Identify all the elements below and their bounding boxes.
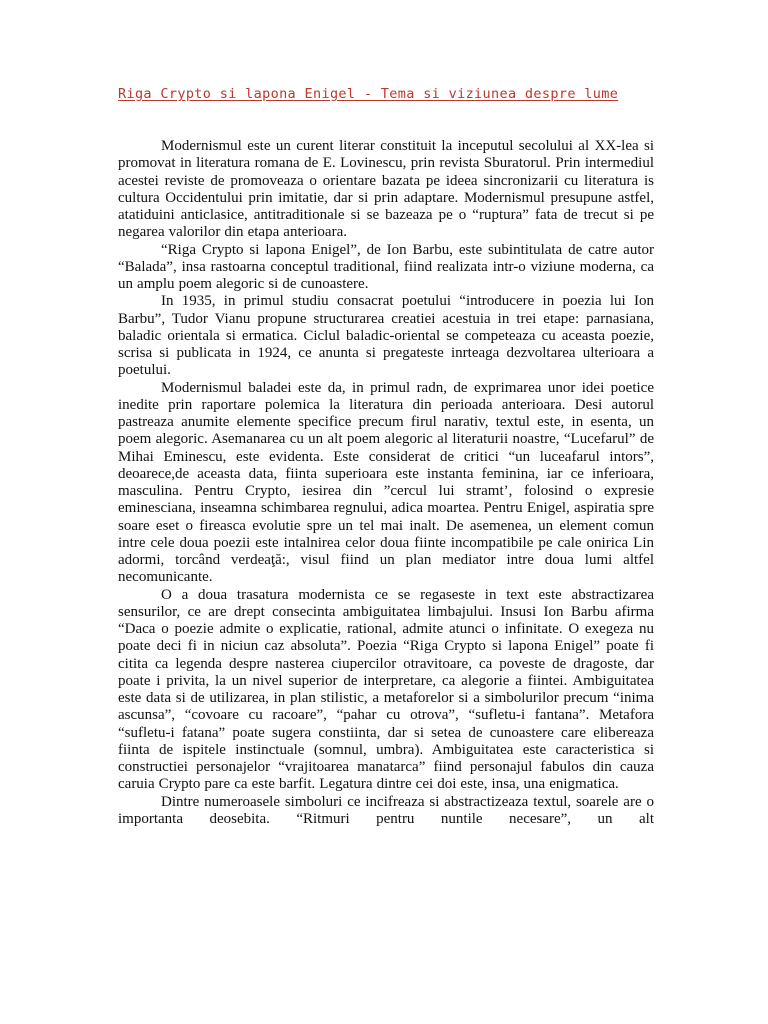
paragraph-balada-subtitle: “Riga Crypto si lapona Enigel”, de Ion Barbu, este subintitulata de catre autor “Balada”, insa rastoarna conceptul traditional, fiind realizata intr-o viziune moderna, ca un amplu poem alegoric si de cunoastere.: [118, 241, 654, 292]
paragraph-vianu-etape: In 1935, in primul studiu consacrat poetului “introducere in poezia lui Ion Barbu”, Tudor Vianu propune structurarea creatiei acestuia in trei etape: parnasiana, baladic orientala si ermatica. Ciclul baladic-oriental se competeaza cu aceasta poezie, scrisa si publicata in 1924, ce anunta si pregateste inrteaga dezvoltarea ulterioara a poetului.: [118, 293, 654, 379]
paragraph-modernism-intro: Modernismul este un curent literar constituit la inceputul secolului al XX-lea si promovat in literatura romana de E. Lovinescu, prin revista Sburatorul. Prin intermediul acestei reviste de promoveaza o orientare bazata pe ideea sincronizarii cu literatura is cultura Occidentului prin imitatie, dar si prin adaptare. Modernismul presupune astfel, atatiduini anticlasice, antitraditionale si se bazeaza pe o “ruptura” fata de trecut si pe negarea valorilor din etapa anterioara.: [118, 138, 654, 241]
document-body: [118, 138, 654, 828]
document-title: Riga Crypto si lapona Enigel - Tema si viziunea despre lume: [118, 86, 619, 102]
paragraph-simboluri-soare: Dintre numeroasele simboluri ce incifreaza si abstractizeaza textul, soarele are o importanta deosebita. “Ritmuri pentru nuntile necesare”, un alt: [118, 793, 654, 827]
paragraph-abstractizare: O a doua trasatura modernista ce se regaseste in text este abstractizarea sensurilor, ce are drept consecinta ambiguitatea limbajului. Insusi Ion Barbu afirma “Daca o poezie admite o explicatie, rational, admite atunci o infinitate. O exegeza nu poate deci fi in niciun caz absoluta”. Poezia “Riga Crypto si lapona Enigel” poate fi citita ca legenda despre nasterea ciupercilor otravitoare, ca poveste de dragoste, dar poate i privita, la un nivel superior de interpretare, ca alegorie a fiintei. Ambiguitatea este data si de utilizarea, in plan stilistic, a metaforelor si a simbolurilor precum “inima ascunsa”, “covoare cu racoare”, “pahar cu otrova”, “sufletu-i fantana”. Metafora “sufletu-i fatana” poate sugera constiinta, dar si setea de cunoastere care elibereaza fiinta de ispitele instinctuale (somnul, umbra). Ambiguitatea este caracteristica si constructiei personajelor “vrajitoarea manatarca” fiind personajul fabulos din cauza caruia Crypto pare ca este barfit. Legatura dintre cei doi este, insa, una enigmatica.: [118, 586, 654, 793]
paragraph-modernismul-baladei: Modernismul baladei este da, in primul radn, de exprimarea unor idei poetice inedite prin raportare polemica la literatura din perioada anterioara. Desi autorul pastreaza anumite elemente specifice precum firul narativ, textul este, in esenta, un poem alegoric. Asemanarea cu un alt poem alegoric al literaturii noastre, “Lucefarul” de Mihai Eminescu, este evidenta. Este considerat de critici “un luceafarul intors”, deoarece,de aceasta data, fiinta superioara este instanta feminina, iar ce inferioara, masculina. Pentru Crypto, iesirea din ”cercul lui stramt’, folosind o expresie eminesciana, inseamna schimbarea regnului, adica moartea. Pentru Enigel, aspiratia spre soare eset o fireasca evolutie spre un tel mai inalt. De asemenea, un element comun intre cele doua poezii este intalnirea celor doua fiinte incompatibile pe cale onirica Lin adormi, torcând verdeaţă:, visul fiind un plan mediator intre doua lumi altfel necomunicante.: [118, 379, 654, 586]
